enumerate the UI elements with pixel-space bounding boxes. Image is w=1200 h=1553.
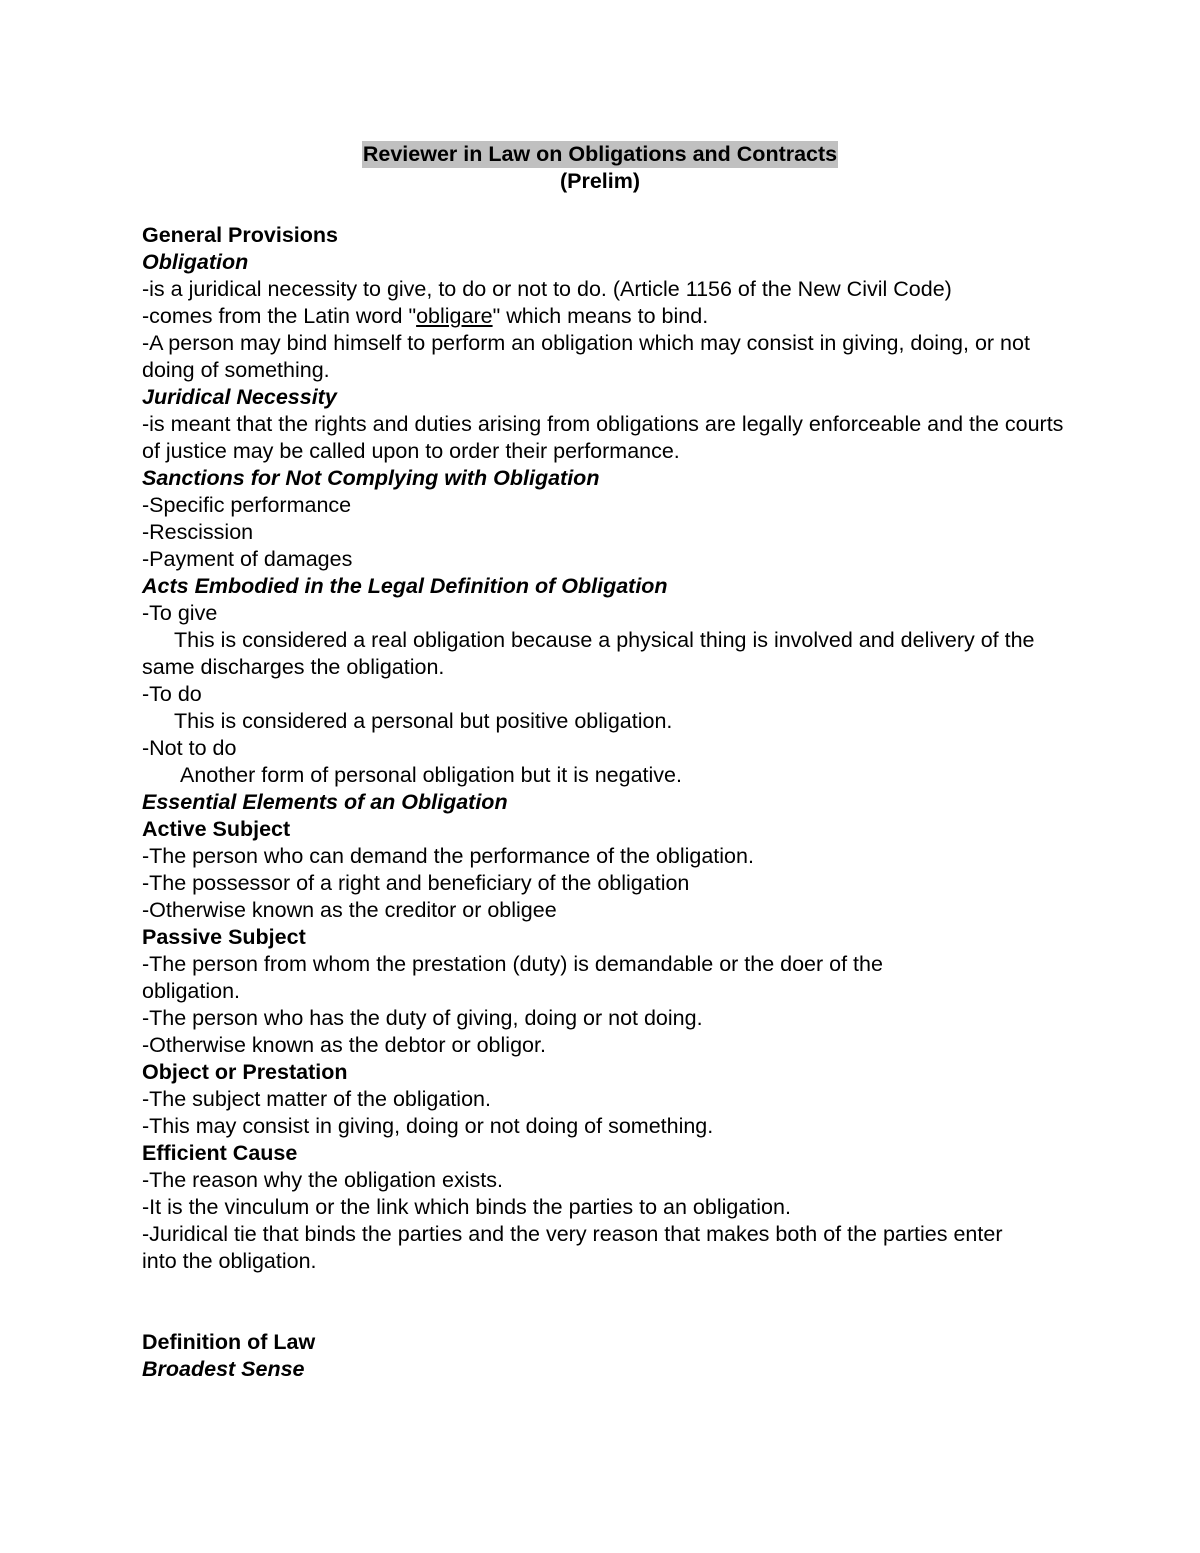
heading-obligation: Obligation [142,250,249,274]
heading-object-prestation: Object or Prestation [142,1060,348,1084]
heading-definition-of-law: Definition of Law [142,1330,316,1354]
section-general-provisions: General Provisions [142,223,338,247]
act-not-to-do-desc: Another form of personal obligation but it is negative. [180,763,682,787]
title-block [0,141,1200,195]
act-to-give: -To give [142,601,218,625]
document-title: Reviewer in Law on Obligations and Contracts [362,142,838,166]
heading-active-subject: Active Subject [142,817,291,841]
heading-efficient-cause: Efficient Cause [142,1141,298,1165]
obligation-line-2 [142,303,1072,330]
heading-essential-elements: Essential Elements of an Obligation [142,790,508,814]
latin-word-obligare: obligare [416,304,493,328]
heading-acts: Acts Embodied in the Legal Definition of Obligation [142,574,668,598]
document-subtitle: (Prelim) [559,169,641,193]
sanction-item: -Specific performance [142,493,352,517]
passive-subject-item: -Otherwise known as the debtor or obligor. [142,1033,546,1057]
obligation-line-3: -A person may bind himself to perform an obligation which may consist in giving, doing, or not doing of something. [142,331,1030,382]
passive-subject-item: -The person from whom the prestation (duty) is demandable or the doer of the obligation. [142,952,883,1003]
sanction-item: -Rescission [142,520,254,544]
act-to-do: -To do [142,682,202,706]
juridical-necessity-line-1: -is meant that the rights and duties arising from obligations are legally enforceable and the courts of justice may be called upon to order their performance. [142,412,1064,463]
heading-sanctions: Sanctions for Not Complying with Obligation [142,466,600,490]
object-item: -This may consist in giving, doing or not doing of something. [142,1114,714,1138]
obligation-line-2-pre: -comes from the Latin word " [142,304,417,328]
efficient-cause-item: -Juridical tie that binds the parties and the very reason that makes both of the parties enter into the obligation. [142,1222,1003,1273]
object-item: -The subject matter of the obligation. [142,1087,491,1111]
active-subject-item: -Otherwise known as the creditor or obligee [142,898,557,922]
obligation-line-2-post: " which means to bind. [492,304,709,328]
heading-juridical-necessity: Juridical Necessity [142,385,337,409]
document-page [142,141,1072,1383]
heading-broadest-sense: Broadest Sense [142,1357,305,1381]
active-subject-item: -The person who can demand the performance of the obligation. [142,844,754,868]
act-to-do-desc: This is considered a personal but positive obligation. [174,709,673,733]
obligation-line-1: -is a juridical necessity to give, to do or not to do. (Article 1156 of the New Civil Code) [142,277,952,301]
act-not-to-do: -Not to do [142,736,237,760]
act-to-give-desc: This is considered a real obligation because a physical thing is involved and delivery of the same discharges the obligation. [142,628,1035,679]
sanction-item: -Payment of damages [142,547,353,571]
efficient-cause-item: -The reason why the obligation exists. [142,1168,503,1192]
efficient-cause-item: -It is the vinculum or the link which binds the parties to an obligation. [142,1195,791,1219]
active-subject-item: -The possessor of a right and beneficiary of the obligation [142,871,690,895]
passive-subject-item: -The person who has the duty of giving, doing or not doing. [142,1006,703,1030]
heading-passive-subject: Passive Subject [142,925,306,949]
